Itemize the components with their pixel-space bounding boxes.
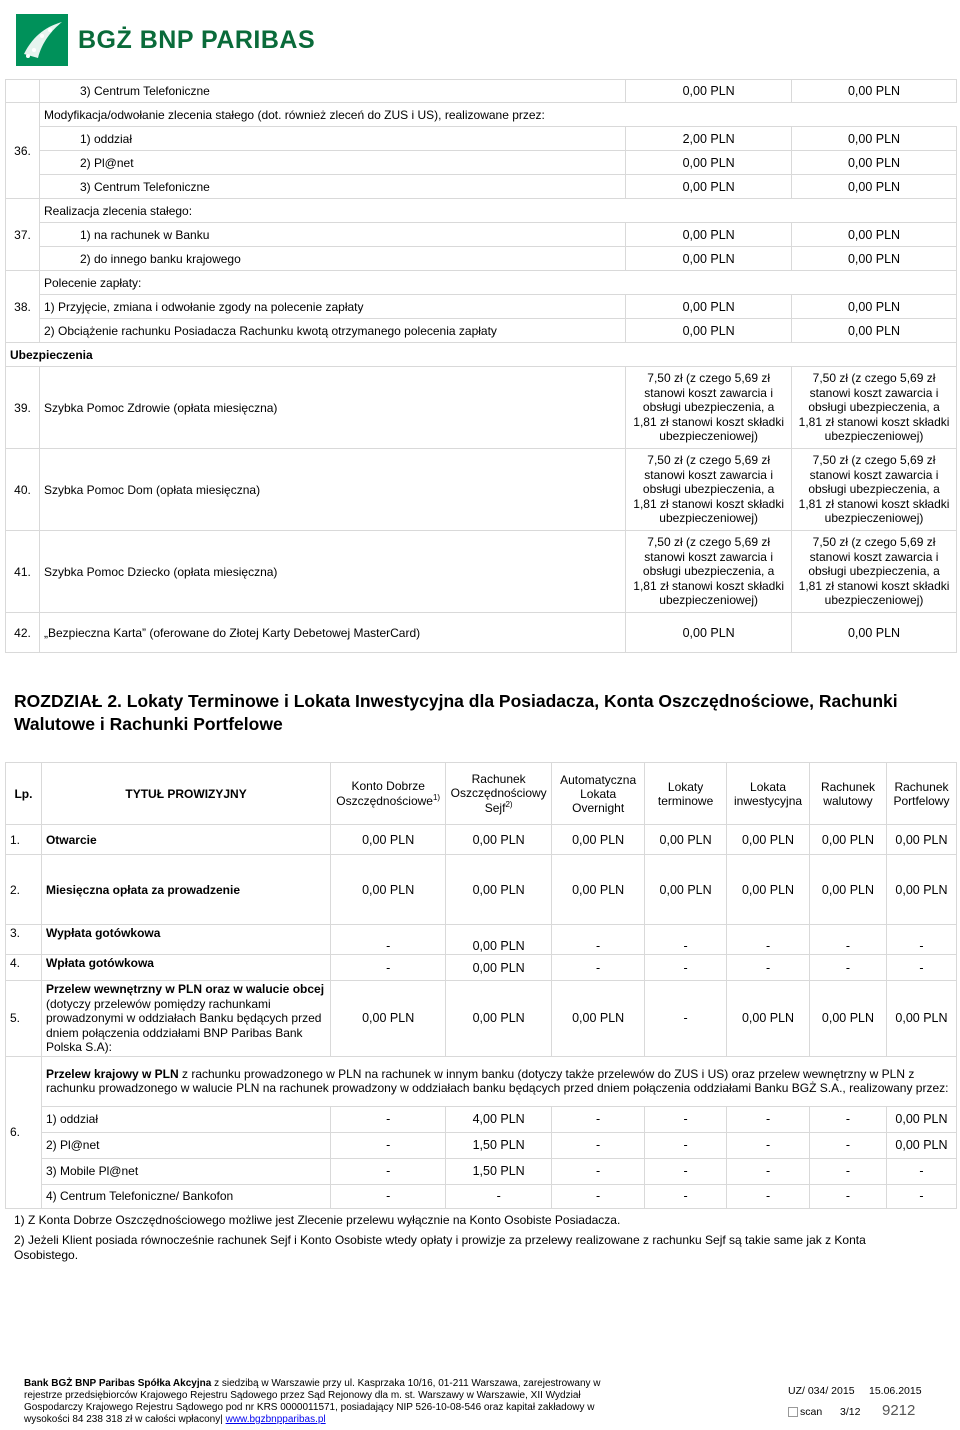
- row-label: 3) Mobile Pl@net: [41, 1158, 330, 1184]
- fee-value: 0,00 PLN: [792, 127, 957, 151]
- header-lokaty-terminowe: Lokaty terminowe: [645, 763, 727, 825]
- fee-value: 2,00 PLN: [626, 127, 792, 151]
- fee-value: -: [645, 981, 727, 1057]
- fee-value: 0,00 PLN: [792, 80, 957, 103]
- fee-value: -: [552, 925, 645, 955]
- header-lp: Lp.: [6, 763, 42, 825]
- row-label: 2) Pl@net: [41, 1132, 330, 1158]
- table-row: [6, 199, 957, 223]
- fee-value: 0,00 PLN: [626, 151, 792, 175]
- row-label: 1) Przyjęcie, zmiana i odwołanie zgody na polecenie zapłaty: [39, 295, 625, 319]
- fee-value: 0,00 PLN: [446, 955, 552, 981]
- header-rachunek-walutowy: Rachunek walutowy: [810, 763, 887, 825]
- table-row: [6, 825, 957, 855]
- fee-value: 7,50 zł (z czego 5,69 zł stanowi koszt zawarcia i obsługi ubezpieczenia, a 1,81 zł stanowi koszt składki ubezpieczeniowej): [792, 367, 957, 449]
- header-rachunek-portfelowy: Rachunek Portfelowy: [886, 763, 956, 825]
- table-row: [6, 855, 957, 925]
- bank-logo: [16, 12, 336, 68]
- fee-value: 0,00 PLN: [626, 80, 792, 103]
- table-row: [6, 613, 957, 653]
- row-label: Wpłata gotówkowa: [41, 955, 330, 981]
- fee-value: 0,00 PLN: [552, 825, 645, 855]
- fee-value: -: [727, 1106, 810, 1132]
- fees-table-2: [5, 762, 957, 1209]
- fee-value: -: [810, 955, 887, 981]
- fee-value: 0,00 PLN: [626, 613, 792, 653]
- fee-value: 0,00 PLN: [626, 247, 792, 271]
- fee-value: -: [331, 1158, 446, 1184]
- fee-value: 0,00 PLN: [792, 223, 957, 247]
- fee-value: -: [331, 1106, 446, 1132]
- fee-value: -: [552, 1158, 645, 1184]
- fee-value: -: [810, 1158, 887, 1184]
- fee-value: -: [645, 1184, 727, 1208]
- scan-label: scan: [788, 1406, 822, 1418]
- fee-value: -: [552, 1184, 645, 1208]
- row-label: Szybka Pomoc Zdrowie (opłata miesięczna): [39, 367, 625, 449]
- row-number: 38.: [6, 271, 40, 343]
- row-number: 2.: [6, 855, 42, 925]
- fee-value: 0,00 PLN: [626, 223, 792, 247]
- table-row: [6, 367, 957, 449]
- row-label: 3) Centrum Telefoniczne: [39, 175, 625, 199]
- fee-value: 0,00 PLN: [626, 175, 792, 199]
- fee-value: 7,50 zł (z czego 5,69 zł stanowi koszt zawarcia i obsługi ubezpieczenia, a 1,81 zł stanowi koszt składki ubezpieczeniowej): [626, 449, 792, 531]
- row-label: 2) Obciążenie rachunku Posiadacza Rachunku kwotą otrzymanego polecenia zapłaty: [39, 319, 625, 343]
- fee-value: 0,00 PLN: [792, 613, 957, 653]
- fee-value: 1,50 PLN: [446, 1158, 552, 1184]
- table-row: [6, 925, 957, 955]
- table-row: [6, 1132, 957, 1158]
- row-number: 3.: [6, 925, 42, 955]
- fee-value: 0,00 PLN: [626, 295, 792, 319]
- checkbox-icon: [788, 1407, 798, 1417]
- fee-value: 7,50 zł (z czego 5,69 zł stanowi koszt zawarcia i obsługi ubezpieczenia, a 1,81 zł stanowi koszt składki ubezpieczeniowej): [792, 531, 957, 613]
- table-row: [6, 531, 957, 613]
- fee-value: 0,00 PLN: [331, 825, 446, 855]
- table-row: [6, 955, 957, 981]
- fee-value: -: [645, 1132, 727, 1158]
- fee-value: 0,00 PLN: [446, 825, 552, 855]
- row-number: 39.: [6, 367, 40, 449]
- row-number: 36.: [6, 103, 40, 199]
- row-label: Wypłata gotówkowa: [41, 925, 330, 955]
- row-label: 1) na rachunek w Banku: [39, 223, 625, 247]
- page-number: 3/12: [840, 1406, 861, 1418]
- fee-value: 7,50 zł (z czego 5,69 zł stanowi koszt zawarcia i obsługi ubezpieczenia, a 1,81 zł stanowi koszt składki ubezpieczeniowej): [626, 531, 792, 613]
- row-number: 6.: [6, 1056, 42, 1208]
- fee-value: 0,00 PLN: [552, 855, 645, 925]
- section-title: Przelew krajowy w PLN z rachunku prowadzonego w PLN na rachunek w innym banku (dotyczy także przelewów do ZUS i US) oraz przelew wewnętrzny w PLN z rachunku prowadzonego w walucie PLN na rachunek prowadzony w oddziałach banku będących przed dniem połączenia oddziałami Banku BGŻ S.A., realizowany przez:: [41, 1056, 956, 1106]
- fee-value: 0,00 PLN: [331, 981, 446, 1057]
- row-label: Szybka Pomoc Dom (opłata miesięczna): [39, 449, 625, 531]
- fee-value: -: [331, 955, 446, 981]
- fee-value: 0,00 PLN: [552, 981, 645, 1057]
- row-number: 42.: [6, 613, 40, 653]
- row-label: 2) do innego banku krajowego: [39, 247, 625, 271]
- row-label: 3) Centrum Telefoniczne: [39, 80, 625, 103]
- fee-value: 0,00 PLN: [446, 925, 552, 955]
- insurance-header: Ubezpieczenia: [6, 343, 957, 367]
- section-title: Polecenie zapłaty:: [39, 271, 956, 295]
- row-number: 40.: [6, 449, 40, 531]
- table-row: [6, 319, 957, 343]
- table-row: [6, 247, 957, 271]
- document-number: 9212: [882, 1402, 916, 1419]
- fee-value: -: [810, 1106, 887, 1132]
- row-number: 37.: [6, 199, 40, 271]
- row-label: „Bezpieczna Karta” (oferowane do Złotej Karty Debetowej MasterCard): [39, 613, 625, 653]
- fee-value: 4,00 PLN: [446, 1106, 552, 1132]
- fee-value: -: [886, 955, 956, 981]
- fee-value: -: [552, 1132, 645, 1158]
- row-number: 41.: [6, 531, 40, 613]
- header-konto-dobrze-oszczednosciowe: Konto Dobrze Oszczędnościowe$^{1)}$: [331, 763, 446, 825]
- table-row: [6, 449, 957, 531]
- fees-table-1: [5, 79, 957, 653]
- table-row: [6, 103, 957, 127]
- fee-value: 0,00 PLN: [446, 855, 552, 925]
- fee-value: -: [331, 1184, 446, 1208]
- fee-value: 7,50 zł (z czego 5,69 zł stanowi koszt zawarcia i obsługi ubezpieczenia, a 1,81 zł stanowi koszt składki ubezpieczeniowej): [626, 367, 792, 449]
- fee-value: 0,00 PLN: [886, 825, 956, 855]
- fee-value: 0,00 PLN: [886, 1106, 956, 1132]
- fee-value: 0,00 PLN: [727, 825, 810, 855]
- row-label: Otwarcie: [41, 825, 330, 855]
- fee-value: -: [331, 1132, 446, 1158]
- row-label: 2) Pl@net: [39, 151, 625, 175]
- logo-stars-icon: [16, 14, 68, 66]
- fee-value: 0,00 PLN: [645, 855, 727, 925]
- fee-value: -: [810, 1184, 887, 1208]
- fee-value: -: [810, 925, 887, 955]
- row-number: 5.: [6, 981, 42, 1057]
- fee-value: 0,00 PLN: [626, 319, 792, 343]
- fee-value: 0,00 PLN: [886, 855, 956, 925]
- fee-value: 0,00 PLN: [810, 981, 887, 1057]
- fee-value: -: [645, 1106, 727, 1132]
- fee-value: 0,00 PLN: [331, 855, 446, 925]
- section-title: Realizacja zlecenia stałego:: [39, 199, 956, 223]
- row-label: Przelew wewnętrzny w PLN oraz w walucie obcej (dotyczy przelewów pomiędzy rachunkami prowadzonymi w oddziałach Banku będących przed dniem połączenia oddziałami BNP Paribas Bank Polska S.A):: [41, 981, 330, 1057]
- table-row: [6, 271, 957, 295]
- fee-value: -: [446, 1184, 552, 1208]
- fee-value: -: [727, 1184, 810, 1208]
- document-date: 15.06.2015: [869, 1385, 922, 1397]
- fee-value: 0,00 PLN: [446, 981, 552, 1057]
- fee-value: -: [727, 1132, 810, 1158]
- fee-value: -: [645, 925, 727, 955]
- fee-value: 0,00 PLN: [727, 855, 810, 925]
- fee-value: 1,50 PLN: [446, 1132, 552, 1158]
- table-row: [6, 1158, 957, 1184]
- footnote-2: 2) Jeżeli Klient posiada równocześnie rachunek Sejf i Konto Osobiste wtedy opłaty i prowizje za przelewy realizowane z rachunku Sejf są takie same jak z Konta Osobistego.: [14, 1233, 866, 1262]
- fee-value: -: [727, 925, 810, 955]
- fee-value: 0,00 PLN: [727, 981, 810, 1057]
- fee-value: -: [727, 1158, 810, 1184]
- fee-value: 0,00 PLN: [886, 1132, 956, 1158]
- fee-value: -: [552, 955, 645, 981]
- header-lokata-inwestycyjna: Lokata inwestycyjna: [727, 763, 810, 825]
- header-title: TYTUŁ PROWIZYJNY: [41, 763, 330, 825]
- document-code: UZ/ 034/ 2015: [788, 1385, 855, 1397]
- row-label: 1) oddział: [41, 1106, 330, 1132]
- row-label: 1) oddział: [39, 127, 625, 151]
- fee-value: 0,00 PLN: [810, 825, 887, 855]
- fee-value: 7,50 zł (z czego 5,69 zł stanowi koszt zawarcia i obsługi ubezpieczenia, a 1,81 zł stanowi koszt składki ubezpieczeniowej): [792, 449, 957, 531]
- fee-value: 0,00 PLN: [792, 295, 957, 319]
- row-number: 4.: [6, 955, 42, 981]
- header-lokata-overnight: Automatyczna Lokata Overnight: [552, 763, 645, 825]
- footnote-1: 1) Z Konta Dobrze Oszczędnościowego możliwe jest Zlecenie przelewu wyłącznie na Konto Osobiste Posiadacza.: [14, 1213, 621, 1227]
- fee-value: -: [727, 955, 810, 981]
- table-row: [6, 981, 957, 1057]
- fee-value: 0,00 PLN: [792, 247, 957, 271]
- fee-value: 0,00 PLN: [792, 175, 957, 199]
- section-title: Modyfikacja/odwołanie zlecenia stałego (dot. również zleceń do ZUS i US), realizowane przez:: [39, 103, 956, 127]
- logo-text: BGŻ BNP PARIBAS: [78, 25, 316, 54]
- table-row: [6, 127, 957, 151]
- table-row: [6, 295, 957, 319]
- row-label: Miesięczna opłata za prowadzenie: [41, 855, 330, 925]
- row-label: Szybka Pomoc Dziecko (opłata miesięczna): [39, 531, 625, 613]
- section-2-title: ROZDZIAŁ 2. Lokaty Terminowe i Lokata Inwestycyjna dla Posiadacza, Konta Oszczędnościowe, Rachunki Walutowe i Rachunki Portfelowe: [14, 691, 898, 734]
- row-label: 4) Centrum Telefoniczne/ Bankofon: [41, 1184, 330, 1208]
- table-row: [6, 343, 957, 367]
- table-row: [6, 175, 957, 199]
- fee-value: -: [886, 1158, 956, 1184]
- table-row: [6, 1106, 957, 1132]
- fee-value: 0,00 PLN: [810, 855, 887, 925]
- fee-value: -: [645, 1158, 727, 1184]
- fee-value: -: [552, 1106, 645, 1132]
- fee-value: 0,00 PLN: [792, 319, 957, 343]
- fee-value: -: [886, 925, 956, 955]
- table-row: [6, 1184, 957, 1208]
- table-header-row: [6, 763, 957, 825]
- header-rachunek-sejf: Rachunek Oszczędnościowy Sejf$^{2)}$: [446, 763, 552, 825]
- fee-value: 0,00 PLN: [645, 825, 727, 855]
- row-number: 1.: [6, 825, 42, 855]
- fee-value: -: [645, 955, 727, 981]
- table-row: [6, 80, 957, 103]
- footer-company-info: Bank BGŻ BNP Paribas Spółka Akcyjna z siedzibą w Warszawie przy ul. Kasprzaka 10/16, 01-211 Warszawa, zarejestrowany w rejestrze przedsiębiorców Krajowego Rejestru Sądowego przez Sąd Rejonowy dla m. st. Warszawy w Warszawie, XII Wydział Gospodarczy Krajowego Rejestru Sądowego pod nr KRS 0000011571, posiadający NIP 526-10-08-546 oraz kapitał zakładowy w wysokości 84 238 318 zł w całości wpłacony| www.bgzbnpparibas.pl: [24, 1378, 601, 1425]
- fee-value: 0,00 PLN: [792, 151, 957, 175]
- fee-value: -: [331, 925, 446, 955]
- table-row: [6, 151, 957, 175]
- fee-value: -: [810, 1132, 887, 1158]
- bank-website-link[interactable]: www.bgzbnpparibas.pl: [225, 1414, 326, 1425]
- fee-value: -: [886, 1184, 956, 1208]
- table-row: [6, 223, 957, 247]
- fee-value: 0,00 PLN: [886, 981, 956, 1057]
- table-row: [6, 1056, 957, 1106]
